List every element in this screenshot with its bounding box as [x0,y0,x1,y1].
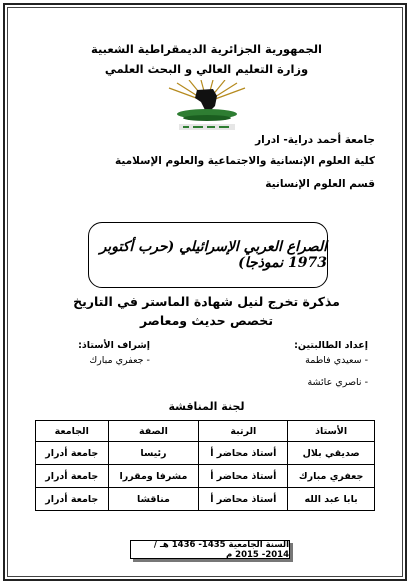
cell-role: مناقشا [108,488,199,511]
university-name: جامعة أحمد دراية- ادرار [255,134,375,146]
table-row [36,488,375,511]
students-label: إعداد الطالبتين: [294,340,368,351]
cell-university: جامعة أدرار [36,465,109,488]
table-row [36,465,375,488]
ministry-header: وزارة التعليم العالي و البحث العلمي [104,62,309,76]
table-header-row [36,421,375,442]
republic-header: الجمهورية الجزائرية الديمقراطية الشعبية [90,42,322,56]
cell-professor: جعفري مبارك [288,465,375,488]
cell-university: جامعة أدرار [36,442,109,465]
header-role: الصفة [108,421,199,442]
student-name-1: - سعيدي فاطمة [305,355,368,366]
faculty-name: كلية العلوم الإنسانية والاجتماعية والعلوم الإسلامية [115,155,375,167]
cell-rank: أستاذ محاضر أ [199,488,288,511]
thesis-title-text: الصراع العربي الإسرائيلي (حرب أكتوبر 1973 نموذجا) [99,239,327,271]
memo-line-1: مذكرة تخرج لنيل شهادة الماستر في التاريخ [73,294,340,309]
cell-professor: بابا عبد الله [288,488,375,511]
supervisor-label: إشراف الأستاذ: [78,340,150,351]
thesis-title [88,222,328,288]
header-rank: الرتبة [199,421,288,442]
memo-line-2: تخصص حديث ومعاصر [139,313,274,328]
academic-year-text: السنة الجامعية 1435- 1436 هـ / 2014- 2015 م [153,539,289,560]
cell-role: رئيسا [108,442,199,465]
cell-rank: أستاذ محاضر أ [199,442,288,465]
header-professor: الأستاذ [288,421,375,442]
student-name-2: - ناصري عائشة [307,377,368,388]
committee-table [35,420,375,511]
cell-rank: أستاذ محاضر أ [199,465,288,488]
cell-university: جامعة أدرار [36,488,109,511]
cell-role: مشرفا ومقررا [108,465,199,488]
table-row [36,442,375,465]
department-name: قسم العلوم الإنسانية [265,178,375,190]
committee-title: لجنة المناقشة [168,400,245,413]
header-university: الجامعة [36,421,109,442]
cell-professor: صديقي بلال [288,442,375,465]
university-logo [165,80,249,136]
academic-year-bar [130,540,290,559]
supervisor-name: - جعفري مبارك [89,355,150,366]
